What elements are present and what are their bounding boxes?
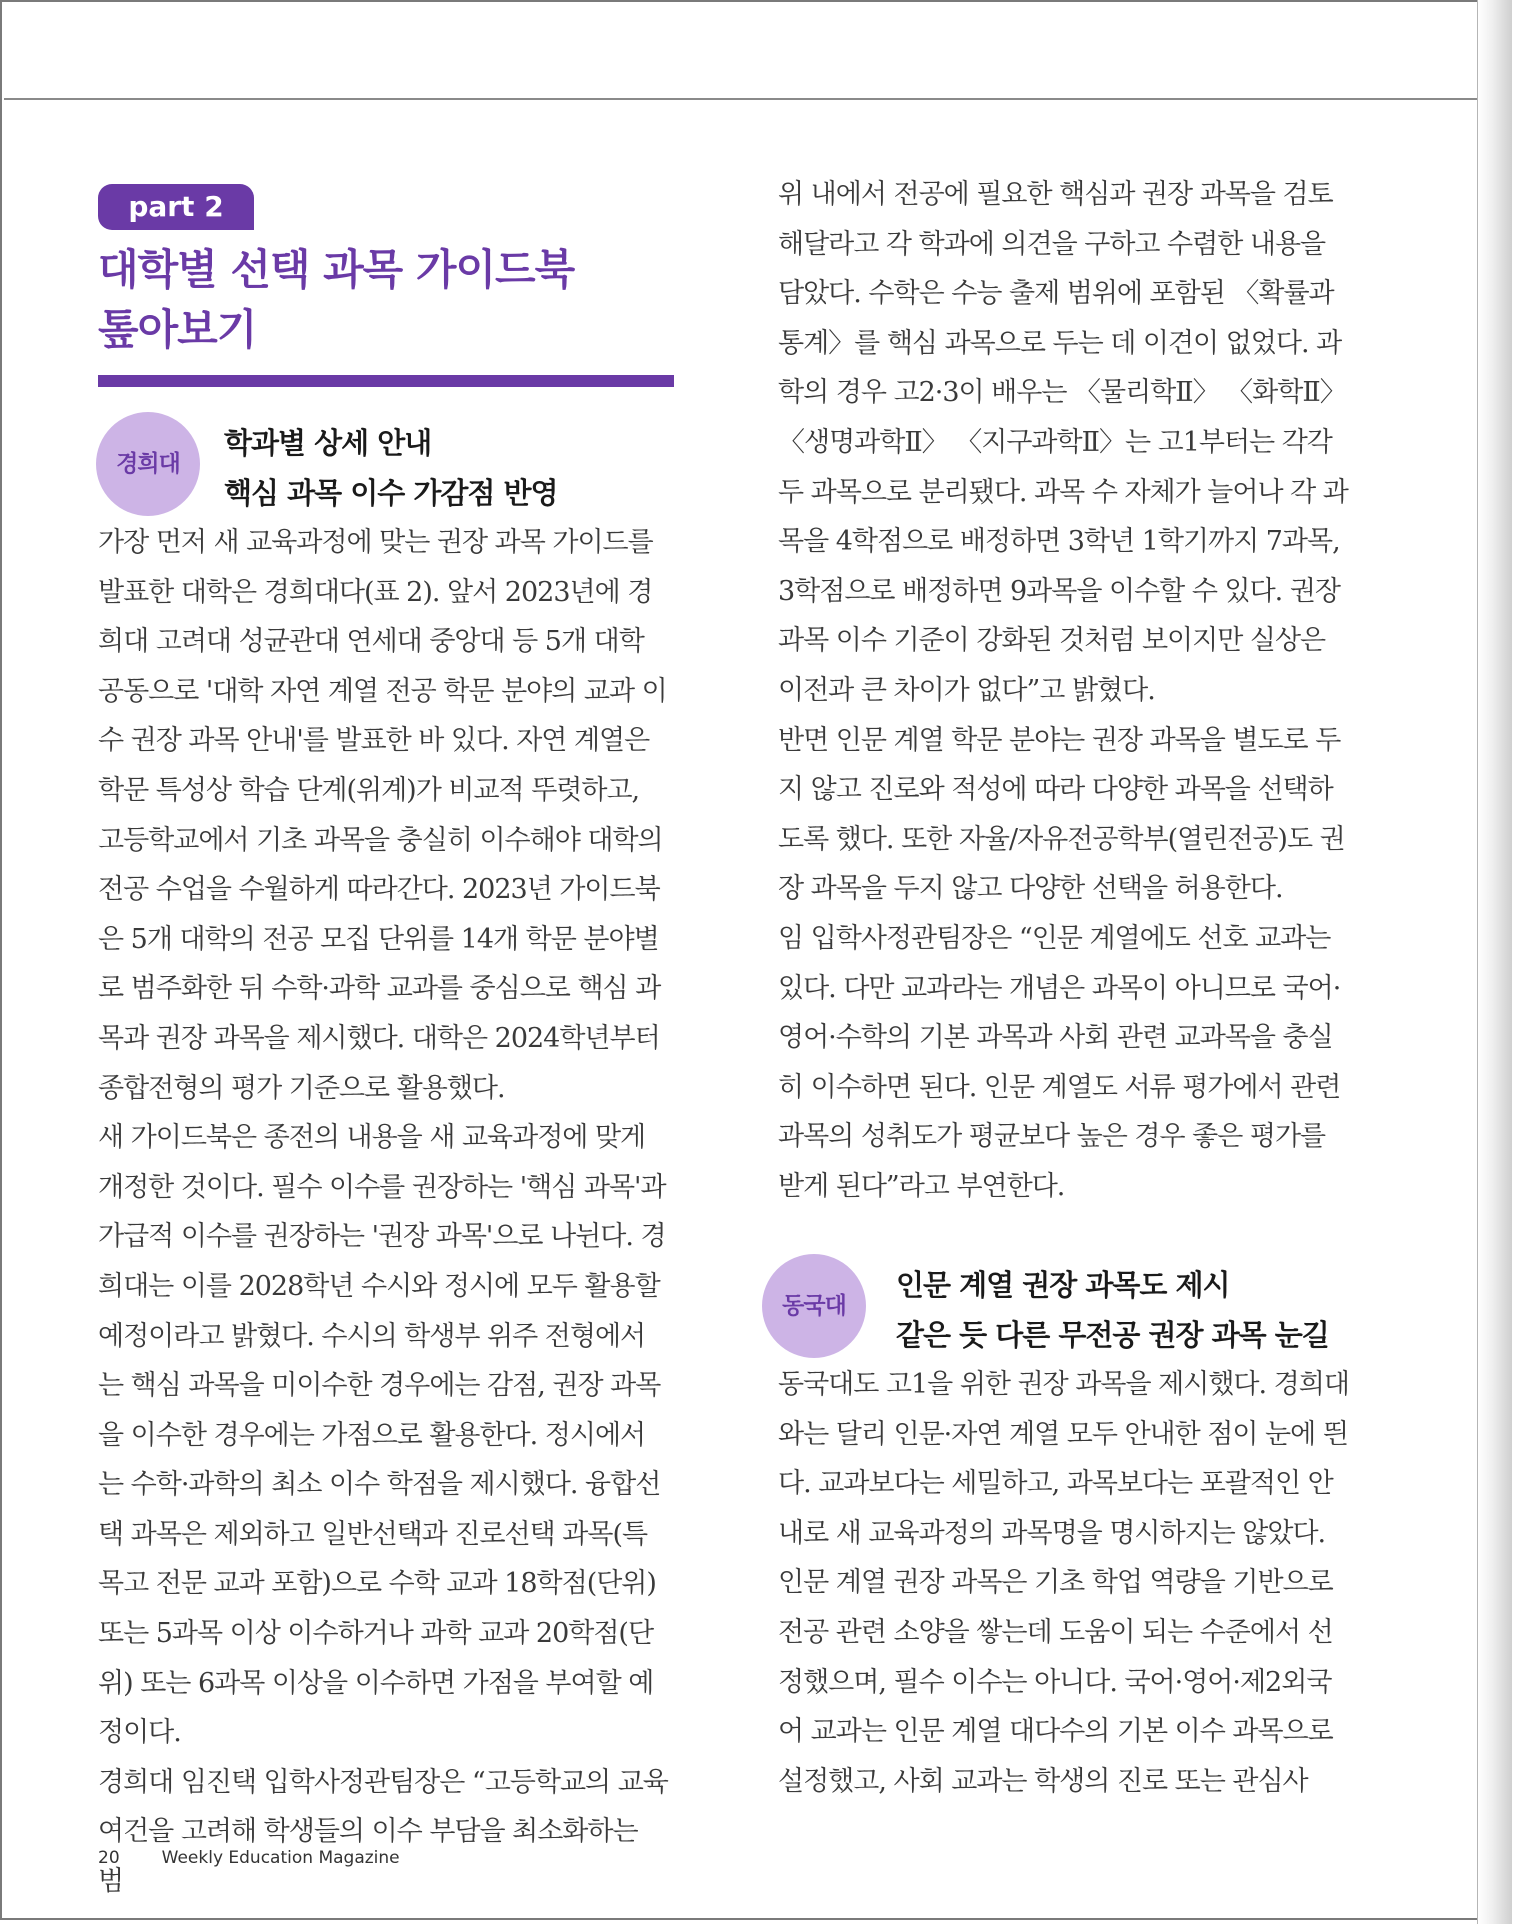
page-number: 20 bbox=[98, 1848, 120, 1868]
right-column-lower bbox=[778, 1360, 1350, 1806]
page-footer bbox=[98, 1848, 400, 1868]
paragraph: 가장 먼저 새 교육과정에 맞는 권장 과목 가이드를 발표한 대학은 경희대다(표 2). 앞서 2023년에 경희대 고려대 성균관대 연세대 중앙대 등 5개 대학 공동으로 '대학 자연 계열 전공 학문 분야의 교과 이수 권장 과목 안내'를 발표한 바 있다. 자연 계열은 학문 특성상 학습 단계(위계)가 비교적 뚜렷하고, 고등학교에서 기초 과목을 충실히 이수해야 대학의 전공 수업을 수월하게 따라간다. 2023년 가이드북은 5개 대학의 전공 모집 단위를 14개 학문 분야별로 범주화한 뒤 수학·과학 교과를 중심으로 핵심 과목과 권장 과목을 제시했다. 대학은 2024학년부터 종합전형의 평가 기준으로 활용했다. bbox=[98, 527, 667, 1104]
title-rule bbox=[98, 375, 674, 387]
page-title bbox=[98, 240, 678, 360]
subhead-line-2: 같은 듯 다른 무전공 권장 과목 눈길 bbox=[896, 1318, 1329, 1352]
paragraph: 새 가이드북은 종전의 내용을 새 교육과정에 맞게 개정한 것이다. 필수 이수를 권장하는 '핵심 과목'과 가급적 이수를 권장하는 '권장 과목'으로 나뉜다. 경희대는 이를 2028학년 수시와 정시에 모두 활용할 예정이라고 밝혔다. 수시의 학생부 위주 전형에서는 핵심 과목을 미이수한 경우에는 감점, 권장 과목을 이수한 경우에는 가점으로 활용한다. 정시에서는 수학·과학의 최소 이수 학점을 제시했다. 융합선택 과목은 제외하고 일반선택과 진로선택 과목(특목고 전문 교과 포함)으로 수학 교과 18학점(단위) 또는 5과목 이상 이수하거나 과학 교과 20학점(단위) 또는 6과목 이상을 이수하면 가점을 부여할 예정이다. bbox=[98, 1122, 666, 1749]
page-edge bbox=[1477, 0, 1512, 1924]
subhead-line-1: 학과별 상세 안내 bbox=[224, 426, 432, 460]
right-column bbox=[778, 170, 1350, 1211]
top-divider bbox=[4, 98, 1512, 100]
university-badge-kyunghee: 경희대 bbox=[96, 412, 200, 516]
section-subhead-dongguk bbox=[896, 1260, 1329, 1360]
subhead-line-2: 핵심 과목 이수 가감점 반영 bbox=[224, 476, 558, 510]
paragraph: 경희대 임진택 입학사정관팀장은 “고등학교의 교육 여건을 고려해 학생들의 이수 부담을 최소화하는 범 bbox=[98, 1766, 668, 1898]
paragraph: 동국대도 고1을 위한 권장 과목을 제시했다. 경희대와는 달리 인문·자연 계열 모두 안내한 점이 눈에 띈다. 교과보다는 세밀하고, 과목보다는 포괄적인 안내로 새 교육과정의 과목명을 명시하지는 않았다. 인문 계열 권장 과목은 기초 학업 역량을 기반으로 전공 관련 소양을 쌓는데 도움이 되는 수준에서 선정했으며, 필수 이수는 아니다. 국어·영어·제2외국어 교과는 인문 계열 대다수의 기본 이수 과목으로 설정했고, 사회 교과는 학생의 진로 또는 관심사 bbox=[778, 1369, 1349, 1797]
title-line-2: 톺아보기 bbox=[98, 305, 257, 354]
subhead-line-1: 인문 계열 권장 과목도 제시 bbox=[896, 1268, 1230, 1302]
paragraph: 임 입학사정관팀장은 “인문 계열에도 선호 교과는 있다. 다만 교과라는 개념은 과목이 아니므로 국어·영어·수학의 기본 과목과 사회 관련 교과목을 충실히 이수하면 된다. 인문 계열도 서류 평가에서 관련 과목의 성취도가 평균보다 높은 경우 좋은 평가를 받게 된다”라고 부연한다. bbox=[778, 922, 1341, 1202]
part-badge: part 2 bbox=[98, 184, 254, 230]
paragraph: 반면 인문 계열 학문 분야는 권장 과목을 별도로 두지 않고 진로와 적성에 따라 다양한 과목을 선택하도록 했다. 또한 자율/자유전공학부(열린전공)도 권장 과목을 두지 않고 다양한 선택을 허용한다. bbox=[778, 724, 1345, 905]
paragraph: 위 내에서 전공에 필요한 핵심과 권장 과목을 검토해달라고 각 학과에 의견을 구하고 수렴한 내용을 담았다. 수학은 수능 출제 범위에 포함된 〈확률과 통계〉를 핵심 과목으로 두는 데 이견이 없었다. 과학의 경우 고2·3이 배우는 〈물리학Ⅱ〉 〈화학Ⅱ〉 〈생명과학Ⅱ〉 〈지구과학Ⅱ〉는 고1부터는 각각 두 과목으로 분리됐다. 과목 수 자체가 늘어나 각 과목을 4학점으로 배정하면 3학년 1학기까지 7과목, 3학점으로 배정하면 9과목을 이수할 수 있다. 권장 과목 이수 기준이 강화된 것처럼 보이지만 실상은 이전과 큰 차이가 없다”고 밝혔다. bbox=[778, 179, 1348, 706]
section-subhead-kyunghee bbox=[224, 418, 558, 518]
title-line-1: 대학별 선택 과목 가이드북 bbox=[98, 245, 575, 294]
university-badge-dongguk: 동국대 bbox=[762, 1254, 866, 1358]
publication-name: Weekly Education Magazine bbox=[161, 1848, 400, 1868]
left-column bbox=[98, 518, 670, 1907]
